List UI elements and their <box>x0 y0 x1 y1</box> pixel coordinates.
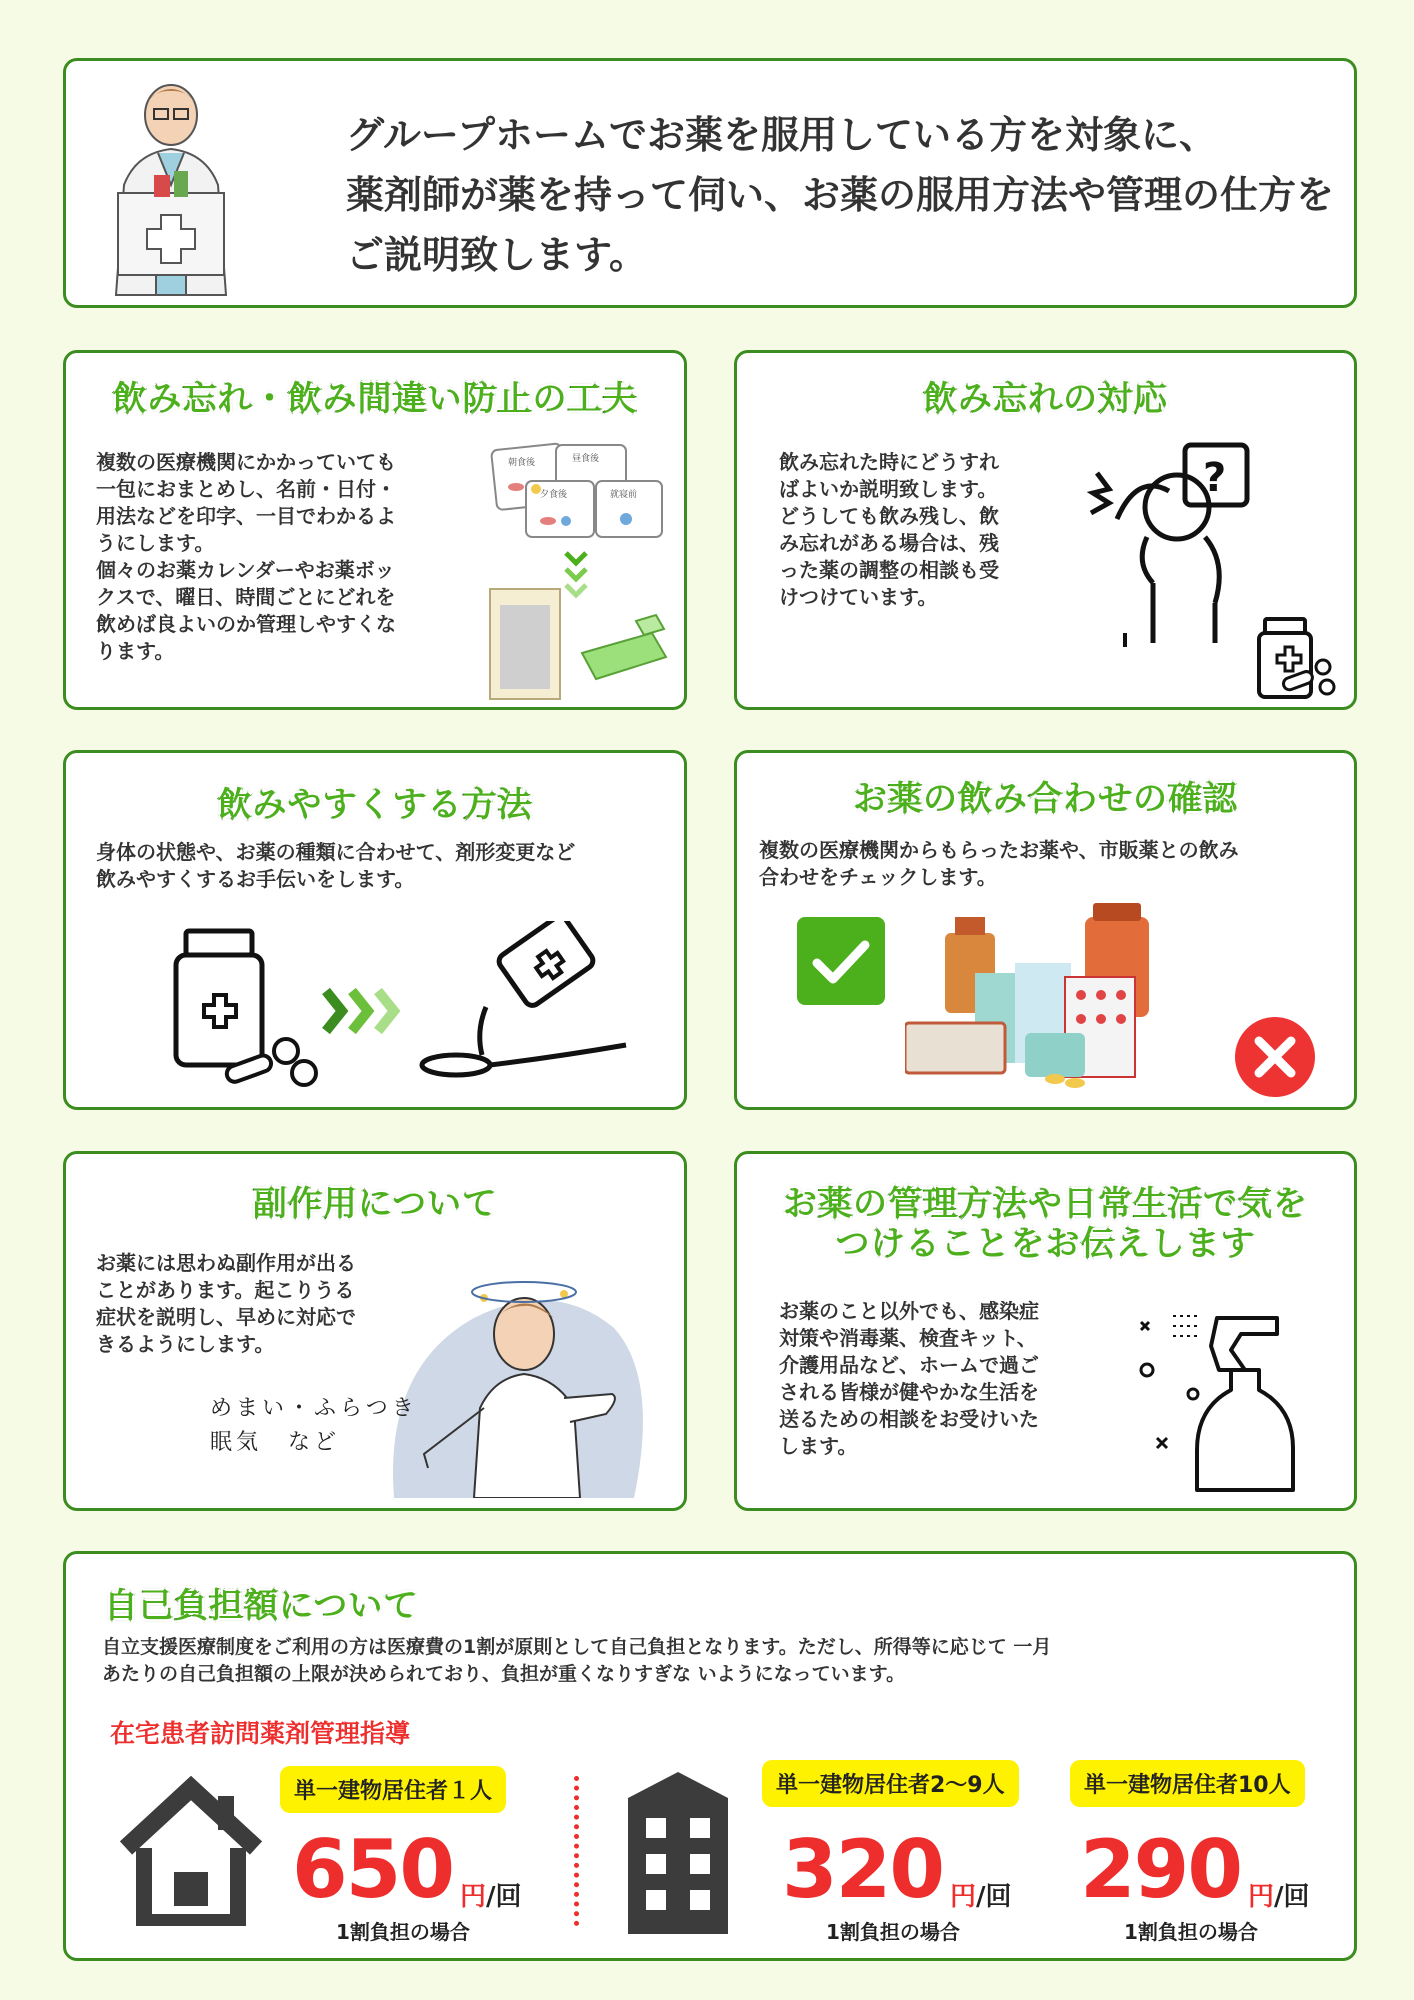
card-combination-text: 複数の医療機関からもらったお薬や、市販薬との飲み 合わせをチェックします。 <box>759 838 1239 889</box>
spray-bottle-illustration <box>1127 1298 1327 1498</box>
medicines-pile-illustration <box>905 903 1195 1093</box>
medicine-to-syrup-illustration <box>156 921 656 1091</box>
side-effect-examples: めまい・ふらつき 眠気 など <box>210 1396 418 1455</box>
tier3-unit: 円/回 <box>1248 1882 1310 1912</box>
card-daily-life-title-1: お薬の管理方法や日常生活で気を <box>783 1184 1308 1224</box>
card-prevention-text: 複数の医療機関にかかっていても 一包におまとめし、名前・日付・ 用法などを印字、一目でわかるよ うにします。 個々のお薬カレンダーやお薬ボッ クスで、曜日、時間ごとにどれを 飲めば良よいのか管理しやすくな ります。 <box>96 450 396 663</box>
card-side-effects <box>63 1151 687 1511</box>
dizzy-person-illustration <box>384 1258 644 1498</box>
card-prevention <box>63 350 687 710</box>
check-icon <box>797 917 885 1005</box>
tier2-note: 1割負担の場合 <box>826 1920 960 1944</box>
tier3-note: 1割負担の場合 <box>1124 1920 1258 1944</box>
cross-icon <box>1233 1015 1317 1099</box>
tier3-price: 290 <box>1080 1823 1241 1916</box>
tier2-unit: 円/回 <box>950 1882 1012 1912</box>
building-icon <box>618 1768 738 1938</box>
card-missed-title: 飲み忘れの対応 <box>923 379 1168 419</box>
pharmacist-illustration <box>96 75 246 297</box>
card-easier-title: 飲みやすくする方法 <box>217 785 533 825</box>
card-combination <box>734 750 1357 1110</box>
copay-title: 自己負担額について <box>104 1586 419 1626</box>
sheet-label-3: 夕食後 <box>540 490 568 500</box>
card-missed <box>734 350 1357 710</box>
divider <box>574 1776 579 1926</box>
medicine-packets-illustration <box>486 441 676 701</box>
sheet-label-2: 昼食後 <box>572 454 600 464</box>
card-copay <box>63 1551 1357 1961</box>
tier1-price: 650 <box>292 1823 453 1916</box>
card-side-effects-text: お薬には思わぬ副作用が出る ことがあります。起こりうる 症状を説明し、早めに対応で きるようにします。 <box>96 1251 356 1356</box>
card-daily-life-title-2: つけることをお伝えします <box>835 1224 1256 1264</box>
card-prevention-title: 飲み忘れ・飲み間違い防止の工夫 <box>112 379 638 419</box>
tier1-badge: 単一建物居住者１人 <box>280 1766 506 1813</box>
tier3-badge: 単一建物居住者10人 <box>1070 1760 1305 1807</box>
copay-subtitle: 在宅患者訪問薬剤管理指導 <box>110 1719 411 1748</box>
tier1-note: 1割負担の場合 <box>336 1920 470 1944</box>
copay-text: 自立支援医療制度をご利用の方は医療費の1割が原則として自己負担となります。ただし、所得等に応じて 一月 あたりの自己負担額の上限が決められており、負担が重くなりすぎな いようになっています。 <box>102 1636 1052 1685</box>
tier2-price: 320 <box>782 1823 943 1916</box>
card-easier-text: 身体の状態や、お薬の種類に合わせて、剤形変更など 飲みやすくするお手伝いをします。 <box>96 840 576 891</box>
card-daily-life <box>734 1151 1357 1511</box>
card-side-effects-title: 副作用について <box>252 1184 498 1224</box>
house-icon <box>116 1776 266 1926</box>
confused-person-illustration <box>1077 433 1337 703</box>
card-easier <box>63 750 687 1110</box>
sheet-label-1: 朝食後 <box>508 458 536 468</box>
tier2-badge: 単一建物居住者2〜9人 <box>762 1760 1019 1807</box>
card-missed-text: 飲み忘れた時にどうすれ ばよいか説明致します。 どうしても飲み残し、飲 み忘れがある場合は、残 った薬の調整の相談も受 けつけています。 <box>779 450 999 609</box>
tier1-unit: 円/回 <box>460 1882 522 1912</box>
card-combination-title: お薬の飲み合わせの確認 <box>853 779 1238 819</box>
intro-card <box>63 58 1357 308</box>
card-daily-life-text: お薬のこと以外でも、感染症 対策や消毒薬、検査キット、 介護用品など、ホームで過ご される皆様が健やかな生活を 送るための相談をお受けいた します。 <box>779 1299 1039 1458</box>
svg-text:?: ? <box>1203 455 1227 501</box>
intro-text: グループホームでお薬を服用している方を対象に、 薬剤師が薬を持って伺い、お薬の服用方法や管理の仕方を ご説明致します。 <box>346 113 1335 277</box>
sheet-label-4: 就寝前 <box>610 490 638 500</box>
